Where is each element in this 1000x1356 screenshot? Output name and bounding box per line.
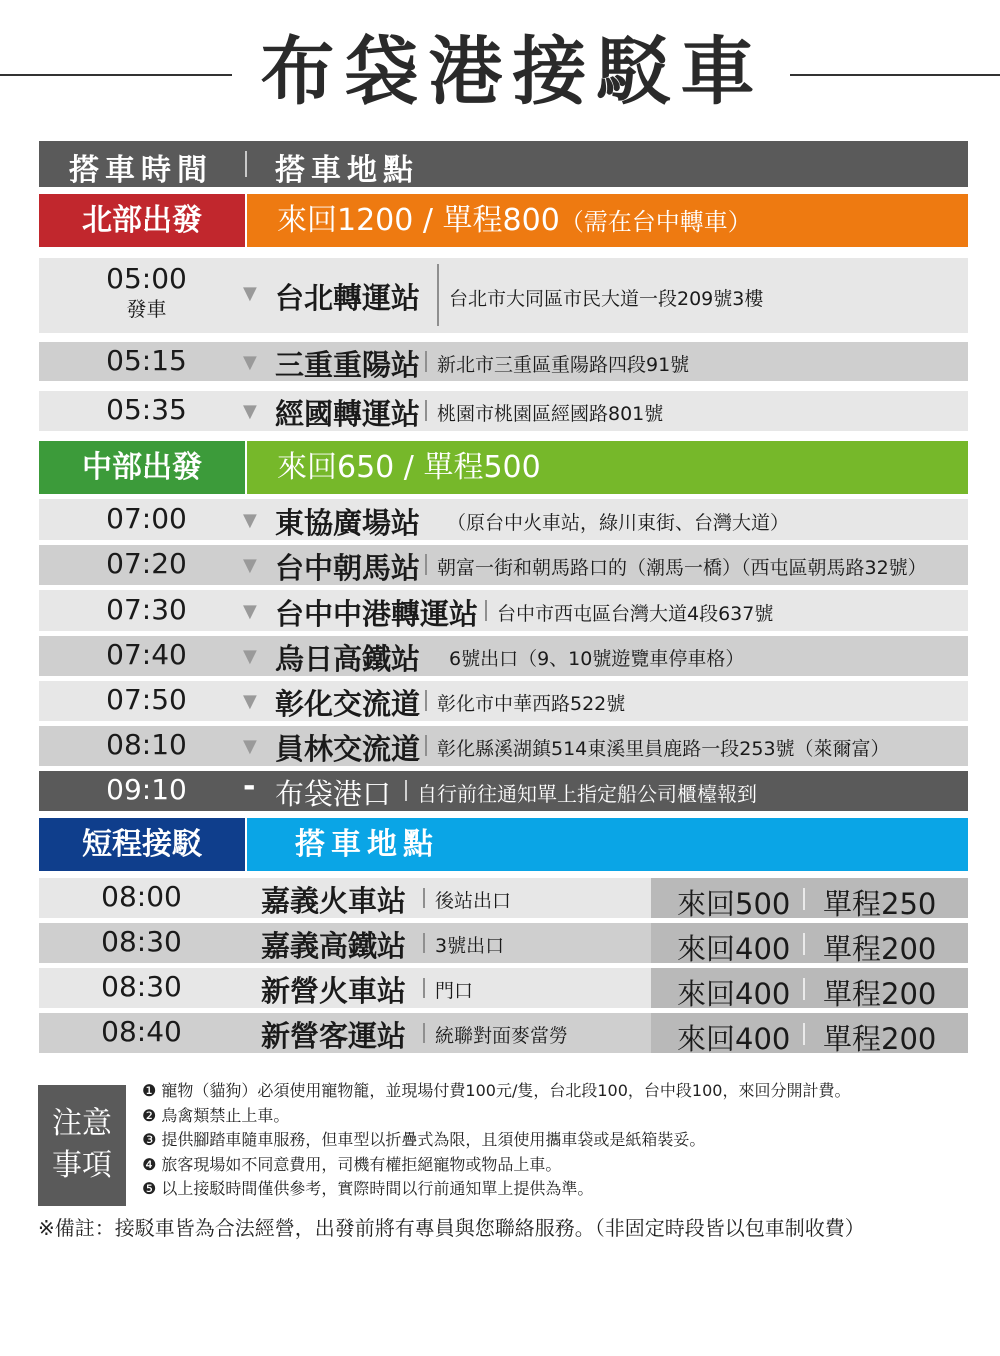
schedule-row (39, 545, 968, 585)
schedule-row (39, 726, 968, 766)
note-item: ❶ 寵物（貓狗）必須使用寵物籠，並現場付費100元/隻，台北段100，台中段100，來回分開計費。 (142, 1081, 851, 1100)
row-station: 烏日高鐵站 (275, 642, 421, 676)
title-divider-right (790, 74, 1000, 76)
row-address: 台中市西屯區台灣大道4段637號 (497, 603, 774, 625)
chevron-down-icon: ▼ (243, 555, 257, 576)
row-separator (425, 554, 427, 575)
row-time: 09:10 (106, 773, 187, 806)
price-separator (803, 933, 805, 955)
row-address: 門口 (435, 980, 474, 1002)
row-address: 自行前往通知單上指定船公司櫃檯報到 (417, 782, 757, 806)
table-header (39, 141, 968, 187)
row-address: 桃園市桃園區經國路801號 (437, 403, 664, 425)
row-address: 彰化縣溪湖鎮514東溪里員鹿路一段253號（萊爾富） (437, 738, 890, 760)
shuttle-row (39, 878, 968, 921)
schedule-row-final (39, 771, 968, 811)
schedule-row (39, 681, 968, 721)
row-separator (423, 1023, 425, 1043)
note-item: ❷ 鳥禽類禁止上車。 (142, 1105, 290, 1125)
short-place-label: 搭車地點 (247, 818, 968, 871)
north-price-note: （需在台中轉車） (559, 208, 752, 236)
header-place-label: 搭車地點 (275, 153, 419, 188)
price-separator (803, 1023, 805, 1045)
row-separator (423, 888, 425, 908)
row-separator (425, 735, 427, 756)
row-time: 07:30 (106, 593, 187, 626)
schedule-row (39, 342, 968, 381)
row-time: 08:10 (106, 728, 187, 761)
price-cell (651, 968, 968, 1011)
short-section-header (39, 818, 968, 871)
row-separator (405, 780, 407, 801)
row-station: 三重重陽站 (275, 348, 421, 382)
row-time: 05:35 (106, 393, 187, 426)
central-section-header (39, 441, 968, 494)
row-time: 05:00 (106, 262, 187, 295)
price-separator (803, 978, 805, 1000)
schedule-row (39, 391, 968, 431)
notes-label-line-2: 事項 (52, 1148, 112, 1183)
shuttle-row (39, 1013, 968, 1056)
north-price (247, 194, 968, 247)
row-separator (485, 600, 487, 621)
chevron-down-icon: ▼ (243, 510, 257, 531)
row-separator (425, 400, 427, 421)
one-way-price: 單程200 (823, 932, 937, 966)
notes-label-line-1: 注意 (52, 1106, 112, 1141)
chevron-down-icon: ▼ (243, 352, 257, 373)
price-cell (651, 923, 968, 966)
shuttle-row (39, 923, 968, 966)
price-cell (651, 1013, 968, 1056)
row-station: 台中中港轉運站 (275, 597, 479, 631)
row-address: 新北市三重區重陽路四段91號 (437, 354, 690, 376)
round-trip-price: 來回400 (677, 932, 791, 966)
chevron-down-icon: ▼ (243, 691, 257, 712)
note-item: ❹ 旅客現場如不同意費用，司機有權拒絕寵物或物品上車。 (142, 1154, 562, 1174)
round-trip-price: 來回500 (677, 887, 791, 921)
chevron-down-icon: ▼ (243, 283, 257, 304)
note-item: ❺ 以上接駁時間僅供參考，實際時間以行前通知單上提供為準。 (142, 1179, 594, 1198)
row-separator (423, 933, 425, 953)
title-divider-left (0, 74, 232, 76)
row-time-sub: 發車 (126, 297, 167, 321)
chevron-down-icon: ▼ (243, 601, 257, 622)
one-way-price: 單程200 (823, 977, 937, 1011)
north-section-header (39, 194, 968, 247)
row-station: 布袋港口 (275, 777, 392, 811)
row-time: 08:00 (101, 880, 182, 913)
chevron-down-icon: ▼ (243, 736, 257, 757)
row-station: 經國轉運站 (275, 397, 421, 431)
row-separator (425, 351, 427, 372)
title-area (0, 22, 1000, 132)
header-time-label: 搭車時間 (69, 153, 213, 188)
row-address: 彰化市中華西路522號 (437, 693, 626, 715)
remark-text: ※備註：接駁車皆為合法經營，出發前將有專員與您聯絡服務。（非固定時段皆以包車制收費） (38, 1216, 865, 1240)
row-station: 嘉義火車站 (261, 884, 407, 918)
north-price-text: 來回1200 / 單程800 (277, 203, 560, 238)
row-station: 彰化交流道 (275, 687, 421, 721)
row-time: 07:20 (106, 547, 187, 580)
row-address: 後站出口 (435, 890, 512, 912)
row-address: 3號出口 (435, 935, 505, 957)
round-trip-price: 來回400 (677, 977, 791, 1011)
page-title: 布袋港接駁車 (260, 29, 765, 115)
short-label: 短程接駁 (39, 818, 245, 871)
row-address: 朝富一街和朝馬路口的（潮馬一橋）（西屯區朝馬路32號） (437, 557, 927, 579)
central-label: 中部出發 (39, 441, 245, 494)
schedule-row (39, 258, 968, 333)
note-item: ❸ 提供腳踏車隨車服務，但車型以折疊式為限，且須使用攜車袋或是紙箱裝妥。 (142, 1130, 706, 1149)
schedule-row (39, 499, 968, 540)
header-separator (245, 151, 247, 177)
row-station: 台中朝馬站 (275, 551, 421, 585)
row-station: 員林交流道 (275, 732, 421, 766)
price-cell (651, 878, 968, 921)
round-trip-price: 來回400 (677, 1022, 791, 1056)
row-time: 08:30 (101, 970, 182, 1003)
schedule-row (39, 636, 968, 676)
price-separator (803, 888, 805, 910)
row-time: 05:15 (106, 344, 187, 377)
row-station: 台北轉運站 (275, 281, 421, 315)
row-time: 07:40 (106, 638, 187, 671)
row-time: 07:00 (106, 502, 187, 535)
row-separator (425, 690, 427, 711)
schedule-row (39, 590, 968, 631)
row-station: 嘉義高鐵站 (261, 929, 407, 963)
row-separator (437, 264, 439, 326)
row-address: 台北市大同區市民大道一段209號3樓 (449, 288, 764, 310)
dash-icon: - (243, 769, 256, 804)
row-address: （原台中火車站，綠川東街、台灣大道） (447, 512, 790, 534)
one-way-price: 單程250 (823, 887, 937, 921)
central-price: 來回650 / 單程500 (247, 441, 968, 494)
row-separator (423, 978, 425, 998)
row-station: 東協廣場站 (275, 506, 421, 540)
row-time: 07:50 (106, 683, 187, 716)
one-way-price: 單程200 (823, 1022, 937, 1056)
row-address: 6號出口（9、10號遊覽車停車格） (449, 648, 745, 670)
chevron-down-icon: ▼ (243, 646, 257, 667)
row-address: 統聯對面麥當勞 (435, 1025, 569, 1047)
row-time: 08:40 (101, 1015, 182, 1048)
shuttle-row (39, 968, 968, 1011)
row-station: 新營火車站 (261, 974, 407, 1008)
chevron-down-icon: ▼ (243, 401, 257, 422)
notes-label-box (38, 1085, 126, 1206)
north-label: 北部出發 (39, 194, 245, 247)
row-station: 新營客運站 (261, 1019, 407, 1053)
row-time: 08:30 (101, 925, 182, 958)
notes-list (142, 1079, 850, 1202)
